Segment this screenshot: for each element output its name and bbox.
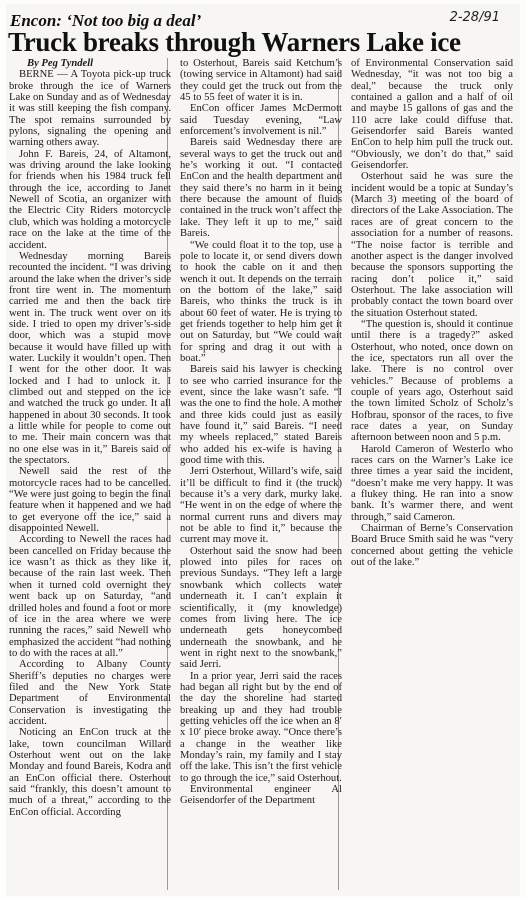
paragraph: John F. Bareis, 24, of Altamont, was driving around the lake looking for friends when his 1984 truck fell through the ice, according to Janet Newell of Scotia, an organizer with the Electric City Riders motorcycle club, which was holding a motorcycle race on the lake at the time of the accident. [9, 148, 171, 251]
headline: Truck breaks through Warners Lake ice [8, 27, 461, 57]
paragraph: According to Newell the races had been cancelled on Friday because the ice wasn’t as thick as they like it, because of the rain last week. Then when it turned cold overnight they went back up on Saturday, “and drilled holes and found a foot or more of ice in the area where we were running the races,” said Newell who emphasized the accident “had nothing to do with the races at all.” [9, 534, 171, 659]
paragraph: Noticing an EnCon truck at the lake, town councilman Willard Osterhout went out on the lake Monday and found Bareis, Kodra and an EnCon official there. Osterhout said “frankly, this doesn’t amount to much of a threat,” according to the EnCon official. According [9, 727, 171, 818]
paragraph: Harold Cameron of Westerlo who races cars on the Warner’s Lake ice three times a year said the incident, “doesn’t make me very happy. It was a flukey thing. He ran into a snow bank. It’s warmer there, and went through,” said Cameron. [351, 443, 513, 523]
paragraph: EnCon officer James McDermott said Tuesday evening, “Law enforcement’s involvement is nil.” [180, 103, 342, 138]
column-1 [9, 58, 171, 818]
paragraph: Osterhout said the snow had been plowed into piles for races on previous Sundays. “They left a large snowbank which collects water underneath it. I can’t explain it scientifically, it (my knowledge) comes from living here. The ice underneath gets honeycombed underneath the snowbank, and he went in right next to the snowbank,” said Jerri. [180, 545, 342, 671]
paragraph: Environmental engineer Al Geisendorfer of the Department [180, 784, 342, 807]
paragraph: Bareis said Wednesday there are several ways to get the truck out and he’s working it out. “I contacted EnCon and the health department and they said there’s no harm in it being there because the amount of fluids contained in the truck won’t affect the lake. They left it up to me,” said Bareis. [180, 137, 342, 240]
paragraph: Newell said the rest of the motorcycle races had to be cancelled. “We were just going to begin the final feature when it happened and we had to get everyone off the ice,” said a disappointed Newell. [9, 466, 171, 535]
paragraph: “The question is, should it continue until there is a tragedy?” asked Osterhout, who noted, once down on the ice, spectators run all over the lake. There is no control over vehicles.” Because of problems a couple of years ago, Osterhout said the town limited Scholz of Scholz’s Hofbrau, sponsor of the races, to five race dates a year, on Sunday afternoon between noon and 5 p.m. [351, 318, 513, 444]
paragraph: “We could float it to the top, use a pole to locate it, or send divers down to hook the cable on it and then wench it out. It depends on the terrain on the bottom of the lake,” said Bareis, who thinks the truck is in about 60 feet of water. He is trying to get friends together to help him get it out on Saturday, but “We could wait for spring and drag it out with a boat.” [180, 239, 342, 364]
article-body [9, 58, 513, 894]
paragraph: Chairman of Berne’s Conservation Board Bruce Smith said he was “very concerned about getting the vehicle out of the lake.” [351, 523, 513, 569]
paragraph: to Osterhout, Bareis said Ketchum’s (towing service in Altamont) had said they could get the truck out from the 45 to 55 feet of water it is in. [180, 58, 342, 104]
paragraph: In a prior year, Jerri said the races had began all right but by the end of the day the shoreline had started breaking up and they had trouble getting vehicles off the ice when an 8′ x 10′ piece broke away. “Once there’s a change in the weather like Monday’s rain, my family and I stay off the lake. This isn’t the first vehicle to go through the ice,” said Osterhout. [180, 670, 342, 784]
handwritten-date: 2-28/91 [449, 10, 500, 25]
paragraph: BERNE — A Toyota pick-up truck broke through the ice of Warners Lake on Sunday and as of Wednesday it was still keeping the fish company. The spot remains surrounded by pylons, signaling the opening and warning others away. [9, 69, 171, 149]
paragraph: Bareis said his lawyer is checking to see who carried insurance for the event, since the lake wasn’t safe. “I was the one to find the hole. A mother and three kids could just as easily have found it,” said Bareis. “I need my wheels replaced,” stated Bareis who added his ex-wife is having a good time with this. [180, 364, 342, 467]
paragraph: Osterhout said he was sure the incident would be a topic at Sunday’s (March 3) meeting of the board of directors of the Lake Association. The races are of great concern to the association for a number of reasons. “The noise factor is terrible and another aspect is the danger involved because the sponsors supporting the racing don’t police it,” said Osterhout. The lake association will probably contact the town board over the situation Osterhout stated. [351, 171, 513, 319]
kicker: Encon: ‘Not too big a deal’ [10, 11, 202, 30]
paragraph: Jerri Osterhout, Willard’s wife, said it’ll be difficult to find it (the truck) because it’s a very dark, murky lake. “He went in on the edge of where the normal current runs and divers may not be able to find it,” because the current may move it. [180, 466, 342, 546]
byline: By Peg Tyndell [27, 58, 94, 69]
paragraph: Wednesday morning Bareis recounted the incident. “I was driving around the lake when the driver’s side front tire went in. The momentum carried me and then the back tire went in. The truck went over on its side. I tried to open my driver’s-side door, which was a stupid move because it would have filled up with water. Luckily it wouldn’t open. Then I went for the other door. It was locked and I had to unlock it. I climbed out and stepped on the ice and watched the truck go under. It all happened in about 30 seconds. It took a little while for people to come out to me. Their main concern was that no one else was in it,” Bareis said of the spectators. [9, 250, 171, 467]
column-2 [180, 58, 342, 807]
column-3 [351, 58, 513, 568]
paragraph: of Environmental Conservation said Wednesday, “it was not too big a deal,” because the truck only contained a gallon and a half of oil and maybe 15 gallons of gas and the 110 acre lake could diffuse that. Geisendorfer said Bareis wanted EnCon to help him pull the truck out. “Obviously, we don’t do that,” said Geisendorfer. [351, 58, 513, 172]
paragraph: According to Albany County Sheriff’s deputies no charges were filed and the New York State Department of Environmental Conservation is investigating the accident. [9, 659, 171, 727]
